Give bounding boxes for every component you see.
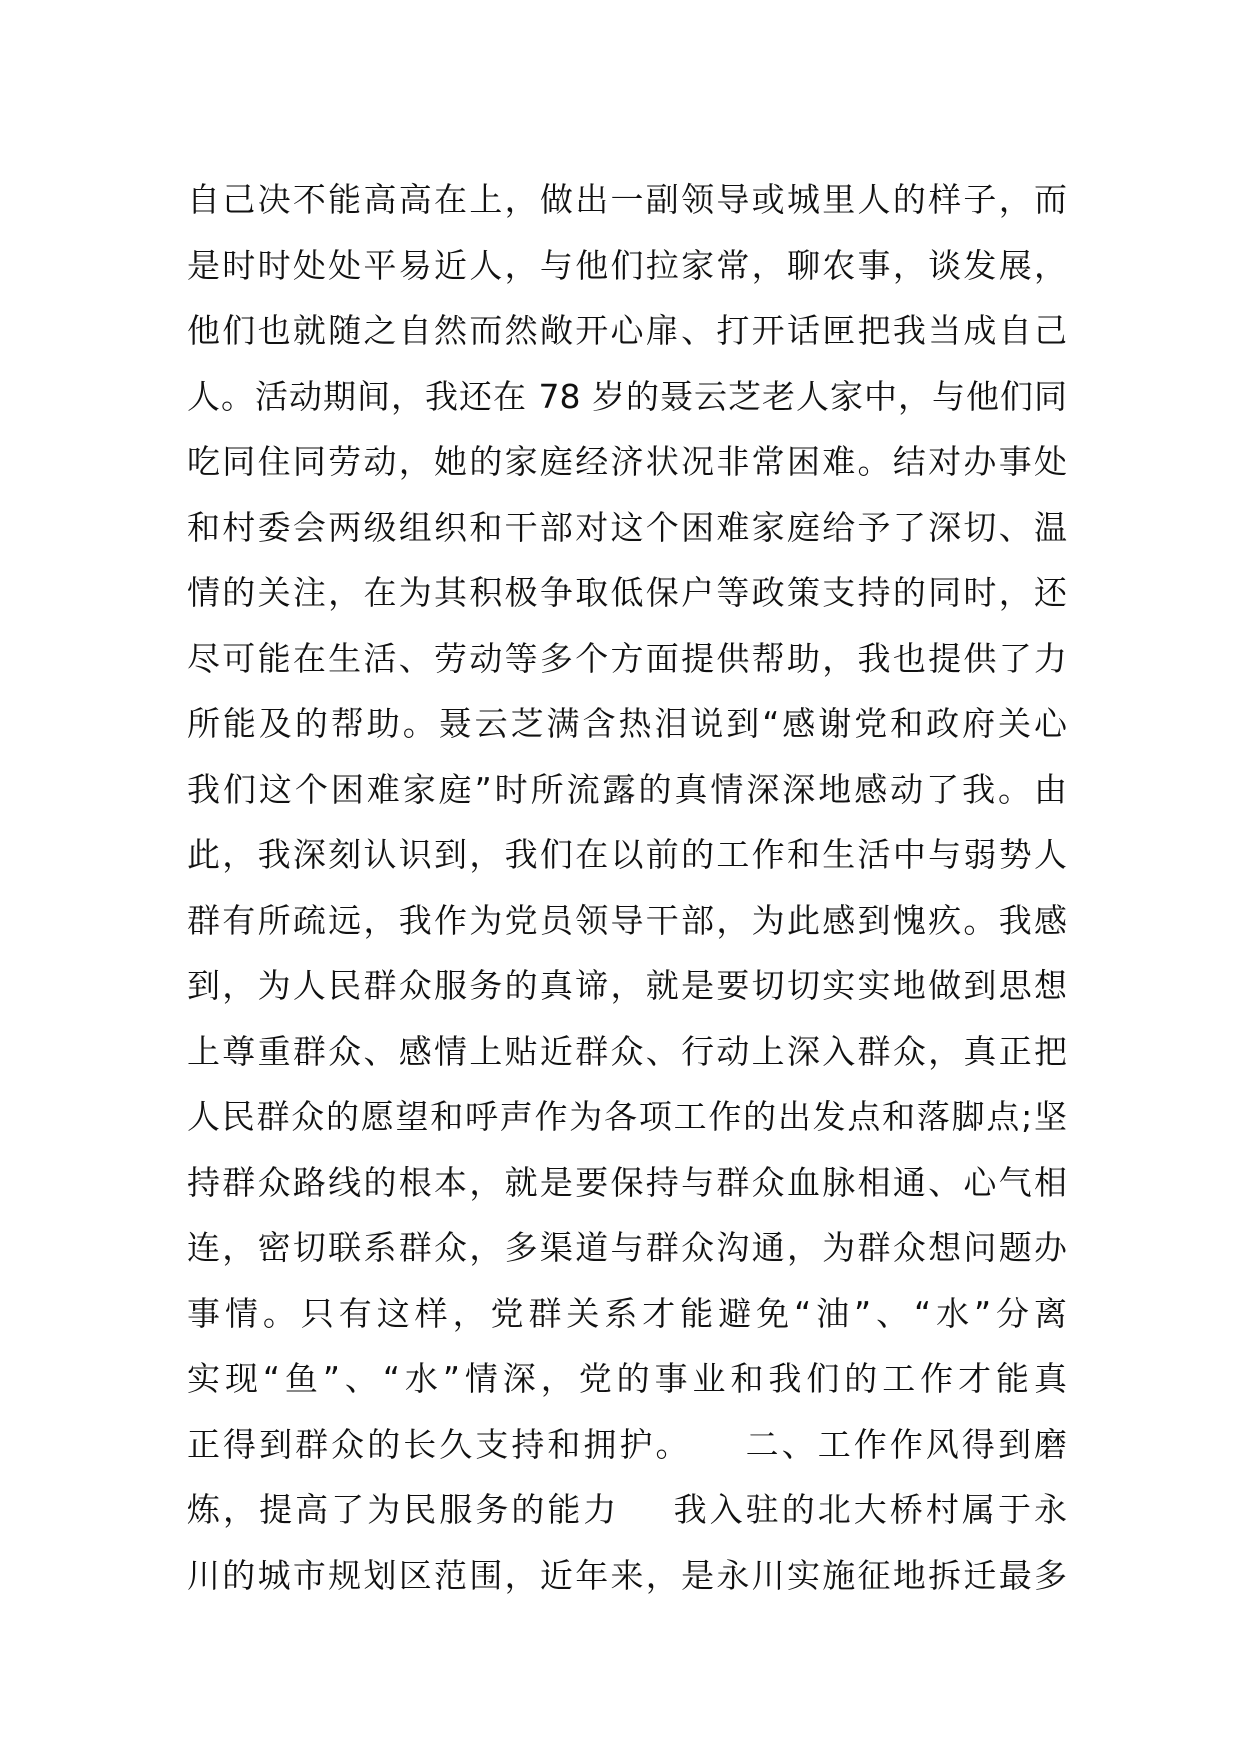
text-line: 尽可能在生活、劳动等多个方面提供帮助，我也提供了力	[187, 638, 1067, 678]
text-line: 是时时处处平易近人，与他们拉家常，聊农事，谈发展，	[187, 245, 1067, 285]
text-line: 炼，提高了为民服务的能力 我入驻的北大桥村属于永	[187, 1490, 1067, 1529]
text-line: 连，密切联系群众，多渠道与群众沟通，为群众想问题办	[187, 1228, 1067, 1267]
text-line: 川的城市规划区范围，近年来，是永川实施征地拆迁最多	[187, 1555, 1067, 1595]
text-line: 我们这个困难家庭”时所流露的真情深深地感动了我。由	[187, 769, 1067, 809]
text-line: 实现“鱼”、“水”情深，党的事业和我们的工作才能真	[187, 1359, 1067, 1398]
text-line: 人。活动期间，我还在 78 岁的聂云芝老人家中，与他们同	[187, 376, 1067, 416]
text-line: 吃同住同劳动，她的家庭经济状况非常困难。结对办事处	[187, 442, 1067, 481]
text-line: 群有所疏远，我作为党员领导干部，为此感到愧疚。我感	[187, 900, 1067, 940]
text-line: 和村委会两级组织和干部对这个困难家庭给予了深切、温	[187, 507, 1067, 547]
text-line: 情的关注，在为其积极争取低保户等政策支持的同时，还	[187, 573, 1067, 612]
body-text	[187, 167, 1067, 1608]
text-line: 人民群众的愿望和呼声作为各项工作的出发点和落脚点;坚	[187, 1097, 1067, 1136]
text-line: 正得到群众的长久支持和拥护。 二、工作作风得到磨	[187, 1424, 1067, 1464]
text-line: 此，我深刻认识到，我们在以前的工作和生活中与弱势人	[187, 835, 1067, 874]
text-line: 持群众路线的根本，就是要保持与群众血脉相通、心气相	[187, 1162, 1067, 1202]
text-line: 事情。只有这样，党群关系才能避免“油”、“水”分离	[187, 1293, 1067, 1333]
text-line: 所能及的帮助。聂云芝满含热泪说到“感谢党和政府关心	[187, 704, 1067, 743]
text-line: 自己决不能高高在上，做出一副领导或城里人的样子，而	[187, 180, 1067, 219]
text-line: 到，为人民群众服务的真谛，就是要切切实实地做到思想	[187, 966, 1067, 1005]
text-line: 上尊重群众、感情上贴近群众、行动上深入群众，真正把	[187, 1031, 1067, 1071]
text-line: 他们也就随之自然而然敞开心扉、打开话匣把我当成自己	[187, 311, 1067, 350]
